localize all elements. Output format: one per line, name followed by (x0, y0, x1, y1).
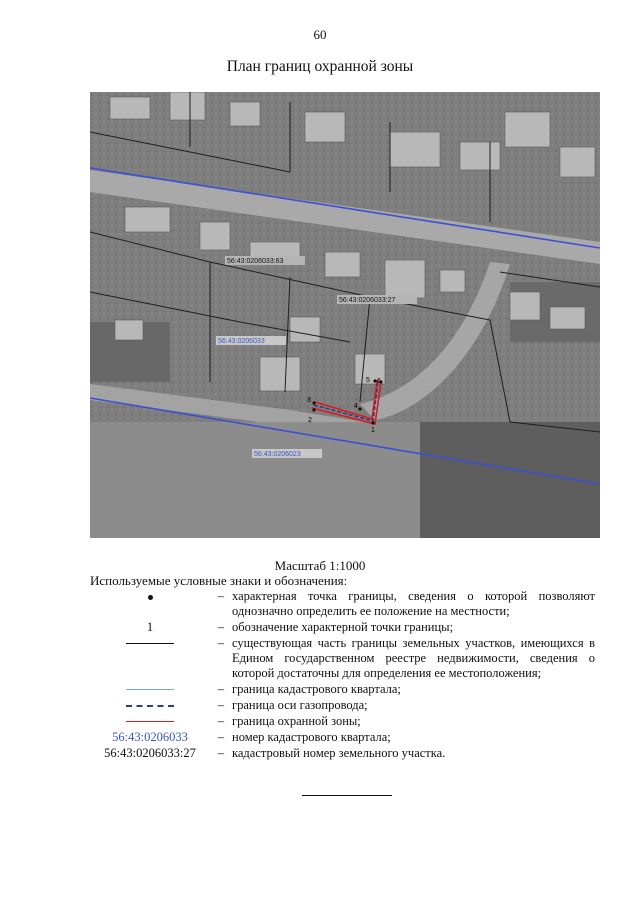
legend-heading: Используемые условные знаки и обозначения: (90, 573, 348, 588)
legend-item-gas-axis: – граница оси газопровода; (90, 698, 595, 713)
legend (90, 589, 595, 762)
page-title: План границ охранной зоны (226, 58, 414, 75)
plot-label-27: 56:43:0206033:27 (339, 297, 396, 304)
quarter-label-033: 56:43:0206033 (218, 338, 265, 345)
legend-item-quarter-boundary: – граница кадастрового квартала; (90, 682, 595, 697)
map-svg (90, 92, 600, 538)
legend-item-parcel-boundary: – существующая часть границы земельных участков, имеющихся в Едином государственном реестре недвижимости, сведения о которой достаточны для определения ее местоположения; (90, 636, 595, 681)
point-label-1: 1 (371, 427, 375, 434)
black-line-icon (126, 643, 174, 644)
point-label-4: 4 (354, 403, 358, 410)
legend-item-point-number: 1 – обозначение характерной точки границы; (146, 620, 454, 634)
point-label-6: 6 (377, 378, 381, 385)
legend-item-plot-number: 56:43:0206033:27 – кадастровый номер земельного участка. (104, 746, 446, 760)
plot-label-63: 56:43:0206033:63 (227, 258, 284, 265)
legend-item-quarter-number: 56:43:0206033 – номер кадастрового квартала; (112, 730, 391, 744)
field-area (90, 422, 420, 538)
legend-item-zone-boundary: – граница охранной зоны; (90, 714, 595, 729)
footer-divider (302, 795, 392, 796)
red-line-icon (126, 721, 174, 722)
point-label-3: 3 (307, 397, 311, 404)
map-scale: Масштаб 1:1000 (274, 558, 366, 573)
dashed-line-icon (126, 705, 174, 707)
point-symbol-icon (148, 595, 153, 600)
blue-line-icon (126, 689, 174, 690)
page-number: 60 (313, 27, 327, 42)
legend-item-point: – характерная точка границы, сведения о которой позволяют однозначно определить ее положение на местности; (90, 589, 595, 619)
quarter-label-023: 56:43:0206023 (254, 451, 301, 458)
cadastral-map (90, 92, 600, 538)
point-label-5: 5 (366, 377, 370, 384)
point-label-2: 2 (308, 417, 312, 424)
